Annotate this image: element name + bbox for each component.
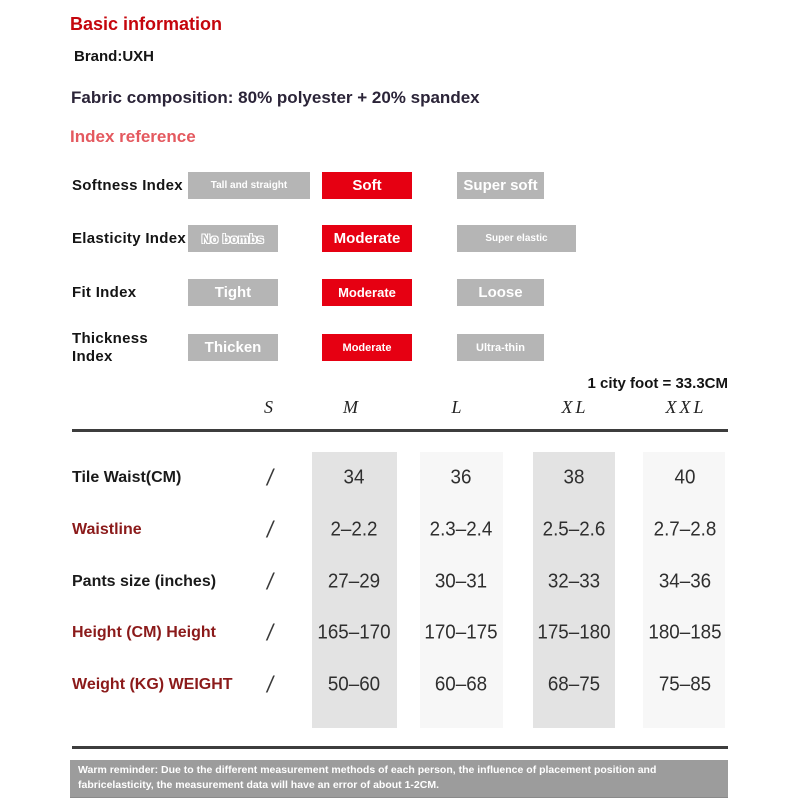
cell-xxl: 40 [674, 466, 696, 489]
fabric-composition-line: Fabric composition: 80% polyester + 20% spandex [71, 88, 480, 107]
table-row-height [0, 617, 800, 649]
size-column-header-m: M [343, 397, 361, 417]
cell-s: / [266, 464, 273, 491]
size-column-header-s: S [264, 397, 276, 417]
cell-xxl: 2.7–2.8 [653, 518, 717, 541]
table-row-waistline [0, 514, 800, 546]
option-chip-selected: Soft [322, 172, 412, 199]
index-row-fit [0, 279, 800, 306]
index-row-thickness [0, 329, 800, 365]
cell-s: / [266, 568, 273, 595]
option-chip-unselected: Super elastic [457, 225, 576, 252]
unit-conversion-note: 1 city foot = 33.3CM [587, 375, 728, 392]
option-chip-selected: Moderate [322, 225, 412, 252]
table-row-tile-waist [0, 462, 800, 494]
row-label: Tile Waist(CM) [72, 469, 182, 486]
cell-xl: 2.5–2.6 [542, 518, 606, 541]
index-row-label: Thickness Index [72, 329, 149, 365]
section-title-basic-information: Basic information [70, 14, 223, 34]
brand-line: Brand:UXH [74, 48, 155, 65]
cell-s: / [266, 671, 273, 698]
cell-m: 2–2.2 [330, 518, 378, 541]
option-chip-selected: Moderate [322, 334, 412, 361]
cell-xl: 38 [563, 466, 585, 489]
row-label: Height (CM) Height [72, 624, 216, 641]
index-row-label: Softness Index [72, 176, 183, 194]
section-title-index-reference: Index reference [70, 127, 196, 146]
size-column-header-xl: XL [561, 397, 589, 417]
size-column-header-xxl: XXL [665, 397, 707, 417]
cell-xxl: 34–36 [658, 570, 712, 593]
cell-m: 50–60 [327, 673, 381, 696]
cell-l: 2.3–2.4 [429, 518, 493, 541]
warm-reminder-note: Warm reminder: Due to the different measurement methods of each person, the influence of placement position and fabricelasticity, the measurement data will have an error of about 1-2CM. [70, 760, 728, 798]
table-bottom-rule [72, 746, 728, 749]
cell-m: 34 [343, 466, 365, 489]
row-label: Waistline [72, 521, 142, 538]
option-chip-unselected: Tall and straight [188, 172, 310, 199]
cell-xxl: 180–185 [648, 621, 722, 644]
cell-m: 27–29 [327, 570, 381, 593]
cell-xl: 32–33 [547, 570, 601, 593]
option-chip-unselected: Thicken [188, 334, 278, 361]
option-chip-unselected: Tight [188, 279, 278, 306]
option-chip-unselected: Ultra-thin [457, 334, 544, 361]
table-row-weight [0, 669, 800, 701]
index-row-label: Elasticity Index [72, 229, 187, 247]
cell-l: 60–68 [434, 673, 488, 696]
table-top-rule [72, 429, 728, 432]
table-row-pants-size [0, 566, 800, 598]
cell-l: 170–175 [424, 621, 498, 644]
option-chip-selected: Moderate [322, 279, 412, 306]
cell-l: 36 [450, 466, 472, 489]
row-label: Weight (KG) WEIGHT [72, 676, 233, 693]
cell-l: 30–31 [434, 570, 488, 593]
index-row-elasticity [0, 225, 800, 252]
option-chip-unselected: Loose [457, 279, 544, 306]
cell-s: / [266, 516, 273, 543]
size-column-header-l: L [451, 397, 465, 417]
cell-xxl: 75–85 [658, 673, 712, 696]
index-row-label: Fit Index [72, 283, 137, 301]
cell-xl: 175–180 [537, 621, 611, 644]
cell-s: / [266, 619, 273, 646]
option-chip-unselected: Super soft [457, 172, 544, 199]
option-chip-unselected: No bombs [188, 225, 278, 252]
index-row-softness [0, 172, 800, 199]
cell-xl: 68–75 [547, 673, 601, 696]
cell-m: 165–170 [317, 621, 391, 644]
row-label: Pants size (inches) [72, 573, 217, 590]
